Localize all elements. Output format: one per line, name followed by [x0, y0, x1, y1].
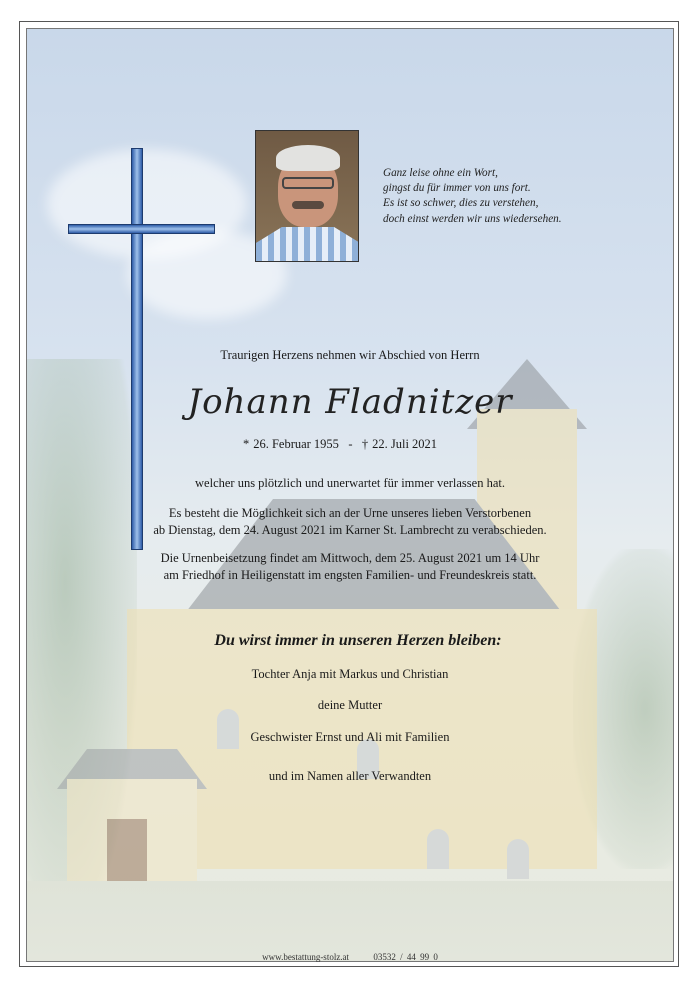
poem-line: Es ist so schwer, dies zu verstehen, [383, 197, 539, 210]
family-line: deine Mutter [317, 698, 383, 712]
life-dates [0, 437, 690, 452]
paragraph-burial [0, 550, 700, 583]
photo-hair [276, 145, 340, 171]
family-line: Tochter Anja mit Markus und Christian [251, 667, 449, 681]
deceased-name: Johann Fladnitzer [187, 382, 513, 422]
poem-line: gingst du für immer von uns fort. [383, 182, 531, 195]
ground [27, 881, 673, 961]
death-date: 22. Juli 2021 [372, 437, 438, 451]
church-window [427, 829, 449, 869]
church-window [507, 839, 529, 879]
paragraph-sudden: welcher uns plötzlich und unerwartet für immer verlassen hat. [195, 476, 505, 490]
dagger-death-icon: † [361, 437, 369, 451]
paragraph-line: ab Dienstag, dem 24. August 2021 im Karner St. Lambrecht zu verabschieden. [153, 522, 547, 537]
birth-date: 26. Februar 1955 [253, 437, 339, 451]
star-birth-icon: * [242, 437, 250, 451]
motto: Du wirst immer in unseren Herzen bleiben: [214, 632, 502, 649]
date-separator: - [348, 437, 353, 451]
family-line: und im Namen aller Verwandten [268, 769, 432, 783]
family-line: Geschwister Ernst und Ali mit Familien [250, 730, 450, 744]
poem-line: doch einst werden wir uns wiedersehen. [383, 212, 562, 225]
paragraph-farewell [0, 505, 700, 538]
footer-phone: 03532 / 44 99 0 [373, 952, 438, 962]
photo-glasses [282, 177, 334, 189]
footer-website[interactable]: www.bestattung-stolz.at [262, 952, 350, 962]
footer [0, 952, 700, 962]
paragraph-line: Die Urnenbeisetzung findet am Mittwoch, dem 25. August 2021 um 14 Uhr [160, 551, 540, 565]
poem [383, 166, 643, 227]
paragraph-line: Es besteht die Möglichkeit sich an der Urne unseres lieben Verstorbenen [168, 506, 532, 520]
cross-horizontal-bar [68, 224, 215, 234]
intro-text: Traurigen Herzens nehmen wir Abschied von Herrn [220, 348, 480, 362]
portrait-photo [255, 130, 359, 262]
paragraph-line: am Friedhof in Heiligenstatt im engsten Familien- und Freundeskreis statt. [163, 567, 537, 582]
poem-line: Ganz leise ohne ein Wort, [383, 167, 498, 179]
photo-mustache [292, 201, 324, 209]
